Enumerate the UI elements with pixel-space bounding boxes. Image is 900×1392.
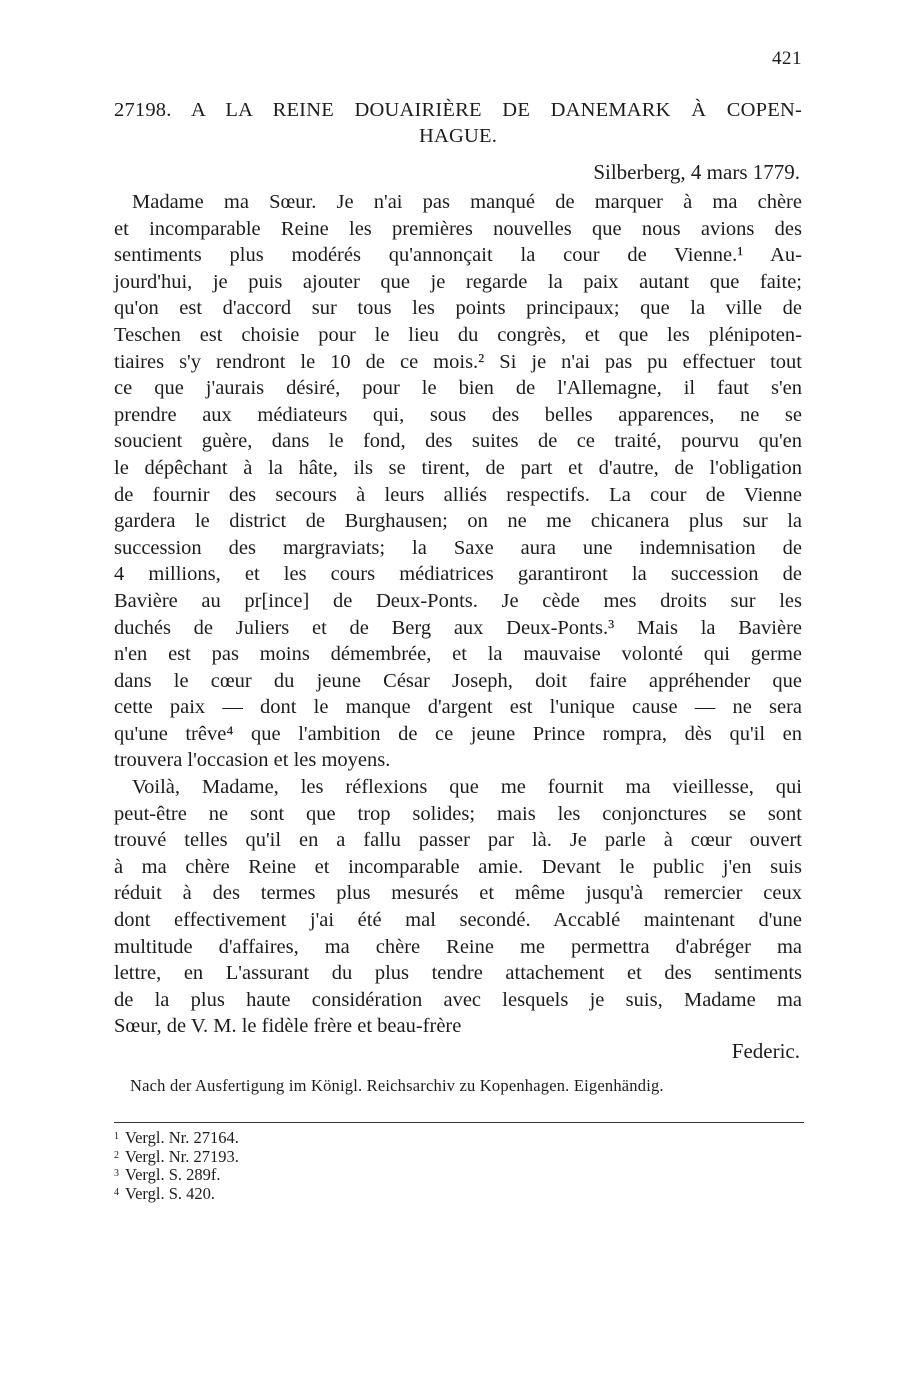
body-line: le dépêchant à la hâte, ils se tirent, de part et d'autre, de l'obligation [114,456,802,479]
body-line: qu'une trêve⁴ que l'ambition de ce jeune Prince rompra, dès qu'il en [114,722,802,745]
body-line: sentiments plus modérés qu'annonçait la cour de Vienne.¹ Au- [114,244,802,267]
body-line: réduit à des termes plus mesurés et même jusqu'à remercier ceux [114,882,802,905]
body-line: qu'on est d'accord sur tous les points principaux; que la ville de [114,297,802,320]
footnote-text: Vergl. Nr. 27164. [125,1128,239,1147]
footnote [114,1129,239,1148]
body-line: lettre, en L'assurant du plus tendre attachement et des sentiments [114,962,802,985]
footnote-number: 2 [114,1149,119,1161]
body-line: prendre aux médiateurs qui, sous des belles apparences, ne se [114,403,802,426]
body-line: dont effectivement j'ai été mal secondé. Accablé maintenant d'une [114,909,802,932]
body-line: ce que j'aurais désiré, pour le bien de l'Allemagne, il faut s'en [114,377,802,400]
body-line: n'en est pas moins démembrée, et la mauvaise volonté qui germe [114,643,802,666]
body-line: gardera le district de Burghausen; on ne me chicanera plus sur la [114,510,802,533]
body-line: 4 millions, et les cours médiatrices garantiront la succession de [114,563,802,586]
footnote-text: Vergl. S. 420. [125,1183,215,1203]
page-number: 421 [772,48,802,69]
body-line: Teschen est choisie pour le lieu du congrès, et que les plénipoten- [114,323,802,346]
body-line: trouvera l'occasion et les moyens. [114,749,391,772]
body-line: de fournir des secours à leurs alliés respectifs. La cour de Vienne [114,483,802,506]
body-line: Voilà, Madame, les réflexions que me fournit ma vieillesse, qui [132,776,802,799]
body-line: de la plus haute considération avec lesquels je suis, Madame ma [114,988,802,1011]
body-line: et incomparable Reine les premières nouvelles que nous avions des [114,217,802,240]
body-line: dans le cœur du jeune César Joseph, doit faire appréhender que [114,669,802,692]
body-line: soucient guère, dans le fond, des suites de ce traité, pourvu qu'en [114,430,802,453]
footnote-number: 3 [114,1168,119,1179]
footnote-number: 1 [114,1131,119,1142]
heading-line-2: HAGUE. [418,125,498,147]
body-line: trouvé telles qu'il en a fallu passer par là. Je parle à cœur ouvert [114,829,802,852]
body-line: tiaires s'y rendront le 10 de ce mois.² Si je n'ai pas pu effectuer tout [114,350,802,373]
body-line: jourd'hui, je puis ajouter que je regarde la paix autant que faite; [114,270,802,293]
source-note: Nach der Ausfertigung im Königl. Reichsarchiv zu Kopenhagen. Eigenhändig. [130,1076,664,1095]
footnote-rule [114,1122,804,1123]
body-line: duchés de Juliers et de Berg aux Deux-Ponts.³ Mais la Bavière [114,616,802,639]
body-line: à ma chère Reine et incomparable amie. Devant le public j'en suis [114,855,802,878]
footnotes [114,1129,239,1203]
dateline: Silberberg, 4 mars 1779. [593,160,800,184]
letter-heading [114,97,802,149]
letter-body [114,189,802,1040]
footnote-number: 4 [114,1186,119,1198]
body-line: Sœur, de V. M. le fidèle frère et beau-frère [114,1015,462,1038]
footnote [114,1148,239,1167]
body-line: cette paix — dont le manque d'argent est l'unique cause — ne sera [114,696,802,719]
heading-line-1: 27198. A LA REINE DOUAIRIÈRE DE DANEMARK À COPEN- [114,99,802,121]
body-line: Madame ma Sœur. Je n'ai pas manqué de marquer à ma chère [132,191,802,213]
body-line: Bavière au pr[ince] de Deux-Ponts. Je cède mes droits sur les [114,589,802,612]
body-line: succession des margraviats; la Saxe aura une indemnisation de [114,536,802,559]
body-line: multitude d'affaires, ma chère Reine me permettra d'abréger ma [114,935,802,958]
footnote-text: Vergl. Nr. 27193. [125,1146,239,1166]
footnote [114,1185,239,1204]
footnote [114,1166,239,1185]
body-line: peut-être ne sont que trop solides; mais les conjonctures se sont [114,802,802,825]
signature: Federic. [731,1039,800,1063]
footnote-text: Vergl. S. 289f. [125,1165,221,1184]
